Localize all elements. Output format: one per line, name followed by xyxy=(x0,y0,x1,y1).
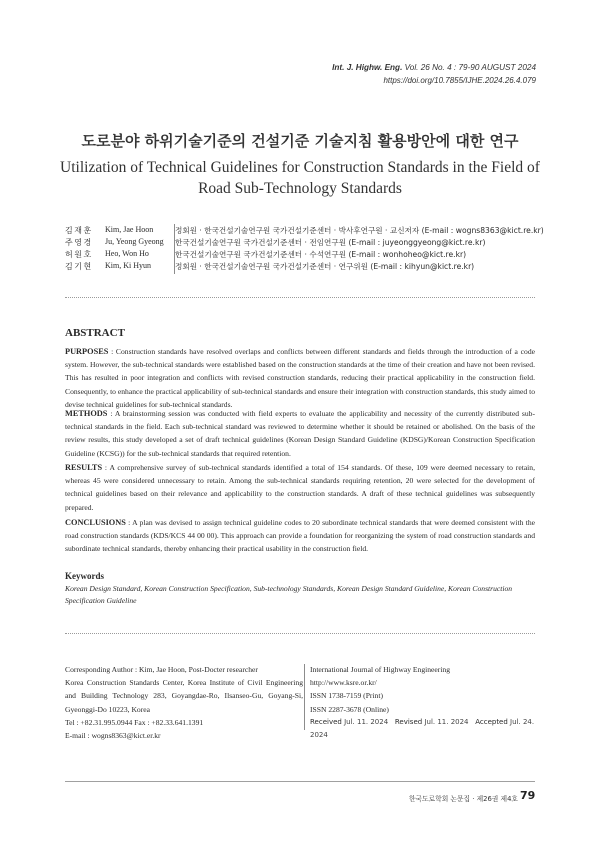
conclusions-text: : A plan was devised to assign technical guideline codes to 20 subordinate technical standards that were deemed consistent with the road construction standards (KDS/KCS 44 00 00). This approach can provide a foundation for reorganizing the system of road construction standards and subordinate technical standards, thereby enhancing their practical usability in the construction field. xyxy=(65,518,535,554)
volume-info: Vol. 26 No. 4 : 79-90 AUGUST 2024 xyxy=(404,63,536,72)
conclusions-paragraph xyxy=(65,516,535,556)
author-affiliation: 한국건설기술연구원 국가건설기준센터 · 수석연구원 (E-mail : wonhoheo@kict.re.kr) xyxy=(175,250,467,259)
author-name-korean: 김기현 xyxy=(65,262,93,271)
footer-rule xyxy=(65,781,535,782)
author-name-english: Kim, Jae Hoon xyxy=(105,225,154,234)
purposes-label: PURPOSES xyxy=(65,347,109,356)
results-label: RESULTS xyxy=(65,463,103,472)
purposes-text: : Construction standards have resolved overlaps and conflicts between different standards and fields through the introduction of a code system. However, the sub-technical standards were established based on the construction standards at the time of their creation and have not been revised. This has resulted in poor integration and conflicts with revised construction standards, reducing their practical applicability in the construction field. Consequently, to enhance the practical applicability of sub-technical standards and ensure their integration with construction standards, this study aimed to devise technical guidelines for sub-technical standards. xyxy=(65,347,535,409)
results-paragraph xyxy=(65,461,535,514)
doi-link[interactable]: https://doi.org/10.7855/IJHE.2024.26.4.079 xyxy=(383,76,536,85)
title-english-line1: Utilization of Technical Guidelines for Construction Standards in the Field of xyxy=(60,159,540,176)
author-name-korean: 허원호 xyxy=(65,250,93,259)
revised-date: Jul. 11. 2024 xyxy=(424,717,469,726)
footer-journal-issue: 한국도로학회 논문집 · 제26권 제4호 xyxy=(408,795,518,803)
author-row xyxy=(65,261,545,276)
corresponding-author-line: Corresponding Author : Kim, Jae Hoon, Post-Docter researcher xyxy=(65,665,258,674)
accepted-label: Accepted xyxy=(475,717,508,726)
abstract-heading: ABSTRACT xyxy=(65,327,125,339)
conclusions-label: CONCLUSIONS xyxy=(65,518,126,527)
methods-label: METHODS xyxy=(65,409,108,418)
author-name-english: Ju, Yeong Gyeong xyxy=(105,237,164,246)
author-name-english: Kim, Ki Hyun xyxy=(105,261,151,270)
accepted-date: Jul. 24. 2024 xyxy=(310,717,535,740)
author-divider xyxy=(174,224,175,274)
corresponding-email[interactable]: E-mail : wogns8363@kict.er.kr xyxy=(65,731,161,741)
author-name-korean: 김재훈 xyxy=(65,226,93,235)
author-name-english: Heo, Won Ho xyxy=(105,249,149,258)
dotted-separator xyxy=(65,297,535,298)
author-affiliation: 정회원 · 한국건설기술연구원 국가건설기준센터 · 박사후연구원 · 교신저자 (E-mail : wogns8363@kict.re.kr) xyxy=(175,226,544,235)
revised-label: Revised xyxy=(394,717,423,726)
journal-url[interactable]: http://www.ksre.or.kr/ xyxy=(310,678,377,688)
author-affiliation: 정회원 · 한국건설기술연구원 국가건설기준센터 · 연구위원 (E-mail : kihyun@kict.re.kr) xyxy=(175,262,475,271)
title-korean: 도로분야 하위기술기준의 건설기준 기술지침 활용방안에 대한 연구 xyxy=(81,132,519,150)
footnote-divider xyxy=(304,664,305,730)
received-date: Jul. 11. 2024 xyxy=(344,717,389,726)
corresponding-phone: Tel : +82.31.995.0944 Fax : +82.33.641.1391 xyxy=(65,717,204,727)
journal-abbrev: Int. J. Highw. Eng. xyxy=(332,63,403,72)
issn-online: ISSN 2287-3678 (Online) xyxy=(310,704,389,714)
received-label: Received xyxy=(310,717,342,726)
purposes-paragraph xyxy=(65,345,535,411)
keywords-heading: Keywords xyxy=(65,571,104,581)
page-number: 79 xyxy=(520,789,536,802)
methods-text: : A brainstorming session was conducted with field experts to evaluate the applicability and necessity of the currently distributed sub-technical standards in the field. Each sub-technical standard was reviewed to determine whether it should be retained or abolished. On the basis of the review results, this study developed a set of draft technical guidelines (Korean Design Standard Guideline (KDSG)/Korean Construction Specification Guideline (KCSG)) for the sub-technical standards that required retention. xyxy=(65,409,535,458)
corresponding-author-block xyxy=(65,663,303,742)
journal-citation xyxy=(0,63,536,72)
dotted-separator xyxy=(65,633,535,634)
corresponding-address: Korea Construction Standards Center, Korea Institute of Civil Engineering and Building Technology 283, Goyangdae-Ro, Ilsanseo-Gu, Goyang-Si, Gyeonggi-Do 10223, Korea xyxy=(65,678,303,714)
author-affiliation: 한국건설기술연구원 국가건설기준센터 · 전임연구원 (E-mail : juyeonggyeong@kict.re.kr) xyxy=(175,238,486,247)
issn-print: ISSN 1738-7159 (Print) xyxy=(310,691,383,701)
title-english-line2: Road Sub-Technology Standards xyxy=(198,180,402,197)
keywords-text: Korean Design Standard, Korean Construction Specification, Sub-technology Standards, Korean Design Standard Guideline, Korean Construction Specification Guideline xyxy=(65,584,513,606)
journal-info-block xyxy=(310,663,540,742)
journal-name: International Journal of Highway Engineering xyxy=(310,665,451,674)
methods-paragraph xyxy=(65,407,535,460)
results-text: : A comprehensive survey of sub-technical standards identified a total of 154 standards. Of these, 109 were deemed necessary to retain, whereas 45 were considered unnecessary to retain. Among the sub-technical standards requiring retention, 20 were selected for the development of technical guidelines based on their relevance and applicability to the construction standards. A draft of these technical guidelines was subsequently prepared. xyxy=(65,463,535,512)
dates-line xyxy=(310,716,540,742)
author-name-korean: 주영경 xyxy=(65,238,93,247)
